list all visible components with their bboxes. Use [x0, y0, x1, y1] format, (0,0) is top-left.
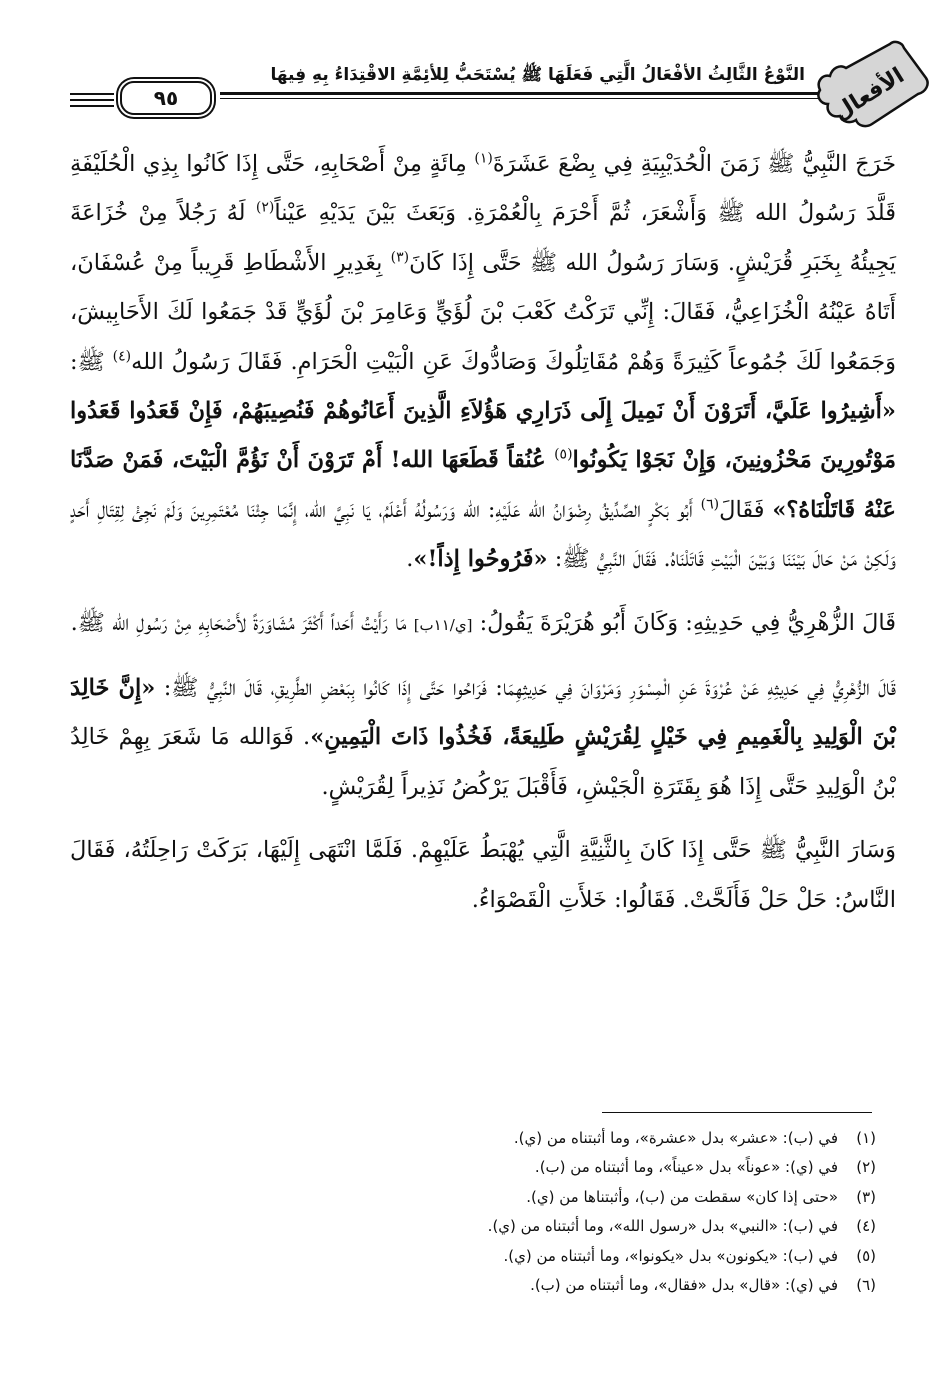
footnote-ref-6: (٦) [700, 496, 720, 513]
running-title: النَّوْعُ الثَّالِثُ الأفْعَالُ الَّتِي فَعَلَهَا ﷺ يُسْتَحَبُّ لِلأئِمَّةِ الاقْتِدَاءُ بِهِ فِيهَا [270, 65, 805, 85]
footnote: (٦)في (ي): «قال» بدل «فقال»، وما أثبتناه من (ب). [530, 1276, 876, 1295]
footnote-ref-2: (٢) [255, 199, 275, 216]
footnote: (٥)في (ب): «يكونون» بدل «يكونوا»، وما أثبتناه من (ي). [503, 1246, 876, 1265]
footnote-ref-4: (٤) [112, 348, 132, 365]
hadith-quote: «فَرُوحُوا إِذاً!» [413, 546, 548, 573]
chapter-badge-label: الأفعال [829, 63, 909, 126]
page-header [70, 30, 930, 130]
paragraph-3: قَالَ الزُّهْرِيُّ فِي حَدِيثِهِ عَنْ عُرْوَةَ عَنِ الْمِسْوَرِ وَمَرْوَانَ فِي حَدِيثِهِمَا: فَرَاحُوا حَتَّى إِذَا كَانُوا بِبَعْضِ الطَّرِيقِ، قَالَ النَّبِيُّ ﷺ: «إِنَّ خَالِدَ بْنَ الْوَلِيدِ بِالْغَمِيمِ فِي خَيْلٍ لِقُرَيْشٍ طَلِيعَةً، فَخُذُوا ذَاتَ الْيَمِينِ». فَوَالله مَا شَعَرَ بِهِمْ خَالِدُ بْنُ الْوَلِيدِ حَتَّى إِذَا هُوَ بِقَتَرَةِ الْجَيْشِ، فَأَقْبَلَ يَرْكُضُ نَذِيراً لِقُرَيْشٍ. [70, 675, 896, 800]
chapter-badge [812, 38, 930, 130]
paragraph-1: خَرَجَ النَّبِيُّ ﷺ زَمَنَ الْحُدَيْبِيَةِ فِي بِضْعَ عَشَرَةَ$^{(١)}$ مِائَةٍ مِنْ أَصْحَابِهِ، حَتَّى إِذَا كَانُوا بِذِي الْحُلَيْفَةِ قَلَّدَ رَسُولُ الله ﷺ وَأَشْعَرَ، ثُمَّ أَحْرَمَ بِالْعُمْرَةِ. وَبَعَثَ بَيْنَ يَدَيْهِ عَيْناً$^{(٢)}$ لَهُ رَجُلاً مِنْ خُزَاعَةَ يَجِيئُهُ بِخَبَرِ قُرَيْشٍ. وَسَارَ رَسُولُ الله ﷺ حَتَّى إِذَا كَانَ$^{(٣)}$ بِغَدِيرِ الأَشْطَاطِ قَرِيباً مِنْ عُسْفَانَ، أَتَاهُ عَيْنُهُ الْخُزَاعِيُّ، فَقَالَ: إِنِّي تَرَكْتُ كَعْبَ بْنَ لُؤَيٍّ وَعَامِرَ بْنَ لُؤَيٍّ قَدْ جَمَعُوا لَكَ الأَحَابِيشَ، وَجَمَعُوا لَكَ جُمُوعاً كَثِيرَةً وَهُمْ مُقَاتِلُوكَ وَصَادُّوكَ عَنِ الْبَيْتِ الْحَرَامِ. فَقَالَ رَسُولُ الله$^{(٤)}$ ﷺ: «أَشِيرُوا عَلَيَّ، أَتَرَوْنَ أَنْ نَمِيلَ إِلَى ذَرَارِي هَؤُلاَءِ الَّذِينَ أَعَانُوهُمْ فَنُصِيبَهُمْ، فَإِنْ قَعَدُوا قَعَدُوا مَوْتُورِينَ مَحْزُونِينَ، وَإِنْ نَجَوْا يَكُونُوا$^{(٥)}$ عُنُقاً قَطَعَهَا الله! أَمْ تَرَوْنَ أَنْ نَؤُمَّ الْبَيْتَ، فَمَنْ صَدَّنَا عَنْهُ قَاتَلْنَاهُ؟» فَقَالَ$^{(٦)}$ أَبُو بَكْرٍ الصِّدِّيقُ رِضْوَانُ الله عَلَيْهِ: الله وَرَسُولُهُ أَعْلَمُ، يَا نَبِيَّ الله، إِنَّمَا جِئْنَا مُعْتَمِرِينَ وَلَمْ نَجِئْ لِقِتَالِ أَحَدٍ وَلَكِنْ مَنْ حَالَ بَيْنَنَا وَبَيْنَ الْبَيْتِ قَاتَلْنَاهُ. فَقَالَ النَّبِيُّ ﷺ: «فَرُوحُوا إِذاً!». [70, 150, 897, 573]
footnote: (٣)«حتى إذا كان» سقطت من (ب)، وأثبتناها من (ي). [526, 1187, 876, 1206]
footnotes [116, 1124, 876, 1300]
footnote-separator [602, 1112, 872, 1113]
page-number: ٩٥ [120, 81, 212, 115]
paragraph-2: قَالَ الزُّهْرِيُّ فِي حَدِيثِهِ: وَكَانَ أَبُو هُرَيْرَةَ يَقُولُ: [ي/١١ب] مَا رَأَيْتُ أَحَداً أَكْثَرَ مُشَاوَرَةً لأَصْحَابِهِ مِنْ رَسُولِ الله ﷺ. [70, 609, 896, 636]
hadith-quote: «إِنَّ خَالِدَ بْنَ الْوَلِيدِ بِالْغَمِيمِ فِي خَيْلٍ لِقُرَيْشٍ طَلِيعَةً، فَخُذُوا ذَاتَ الْيَمِينِ» [70, 675, 896, 751]
main-text [70, 140, 896, 939]
footnote-ref-5: (٥) [554, 446, 573, 463]
header-side-lines [70, 93, 114, 111]
paragraph-4: وَسَارَ النَّبِيُّ ﷺ حَتَّى إِذَا كَانَ بِالثَّنِيَّةِ الَّتِي يُهْبَطُ عَلَيْهِمْ. فَلَمَّا انْتَهَى إِلَيْهَا، بَرَكَتْ رَاحِلَتُهُ، فَقَالَ النَّاسُ: حَلْ حَلْ فَأَلَحَّتْ. فَقَالُوا: خَلأَتِ الْقَصْوَاءُ. [70, 837, 896, 913]
footnote-ref-3: (٣) [390, 249, 410, 266]
hadith-quote: عُنُقاً قَطَعَهَا الله! أَمْ تَرَوْنَ أَنْ نَؤُمَّ الْبَيْتَ، فَمَنْ صَدَّنَا عَنْهُ قَاتَلْنَاهُ؟» [70, 447, 896, 523]
footnote-ref-1: (١) [474, 150, 493, 167]
header-rule-thin [220, 98, 818, 99]
header-rule [220, 92, 818, 95]
footnote: (٤)في (ب): «النبي» بدل «رسول الله»، وما أثبتناه من (ي). [487, 1217, 876, 1236]
footnote: (٢)في (ي): «عوناً» بدل «عيناً»، وما أثبتناه من (ب). [534, 1158, 876, 1177]
hadith-quote: «أَشِيرُوا عَلَيَّ، أَتَرَوْنَ أَنْ نَمِيلَ إِلَى ذَرَارِي هَؤُلاَءِ الَّذِينَ أَعَانُوهُمْ فَنُصِيبَهُمْ، فَإِنْ قَعَدُوا قَعَدُوا مَوْتُورِينَ مَحْزُونِينَ، وَإِنْ نَجَوْا يَكُونُوا [70, 398, 896, 474]
manuscript-reference: [ي/١١ب] [413, 615, 473, 634]
footnote: (١)في (ب): «عشر» بدل «عشرة»، وما أثبتناه من (ي). [513, 1129, 876, 1147]
